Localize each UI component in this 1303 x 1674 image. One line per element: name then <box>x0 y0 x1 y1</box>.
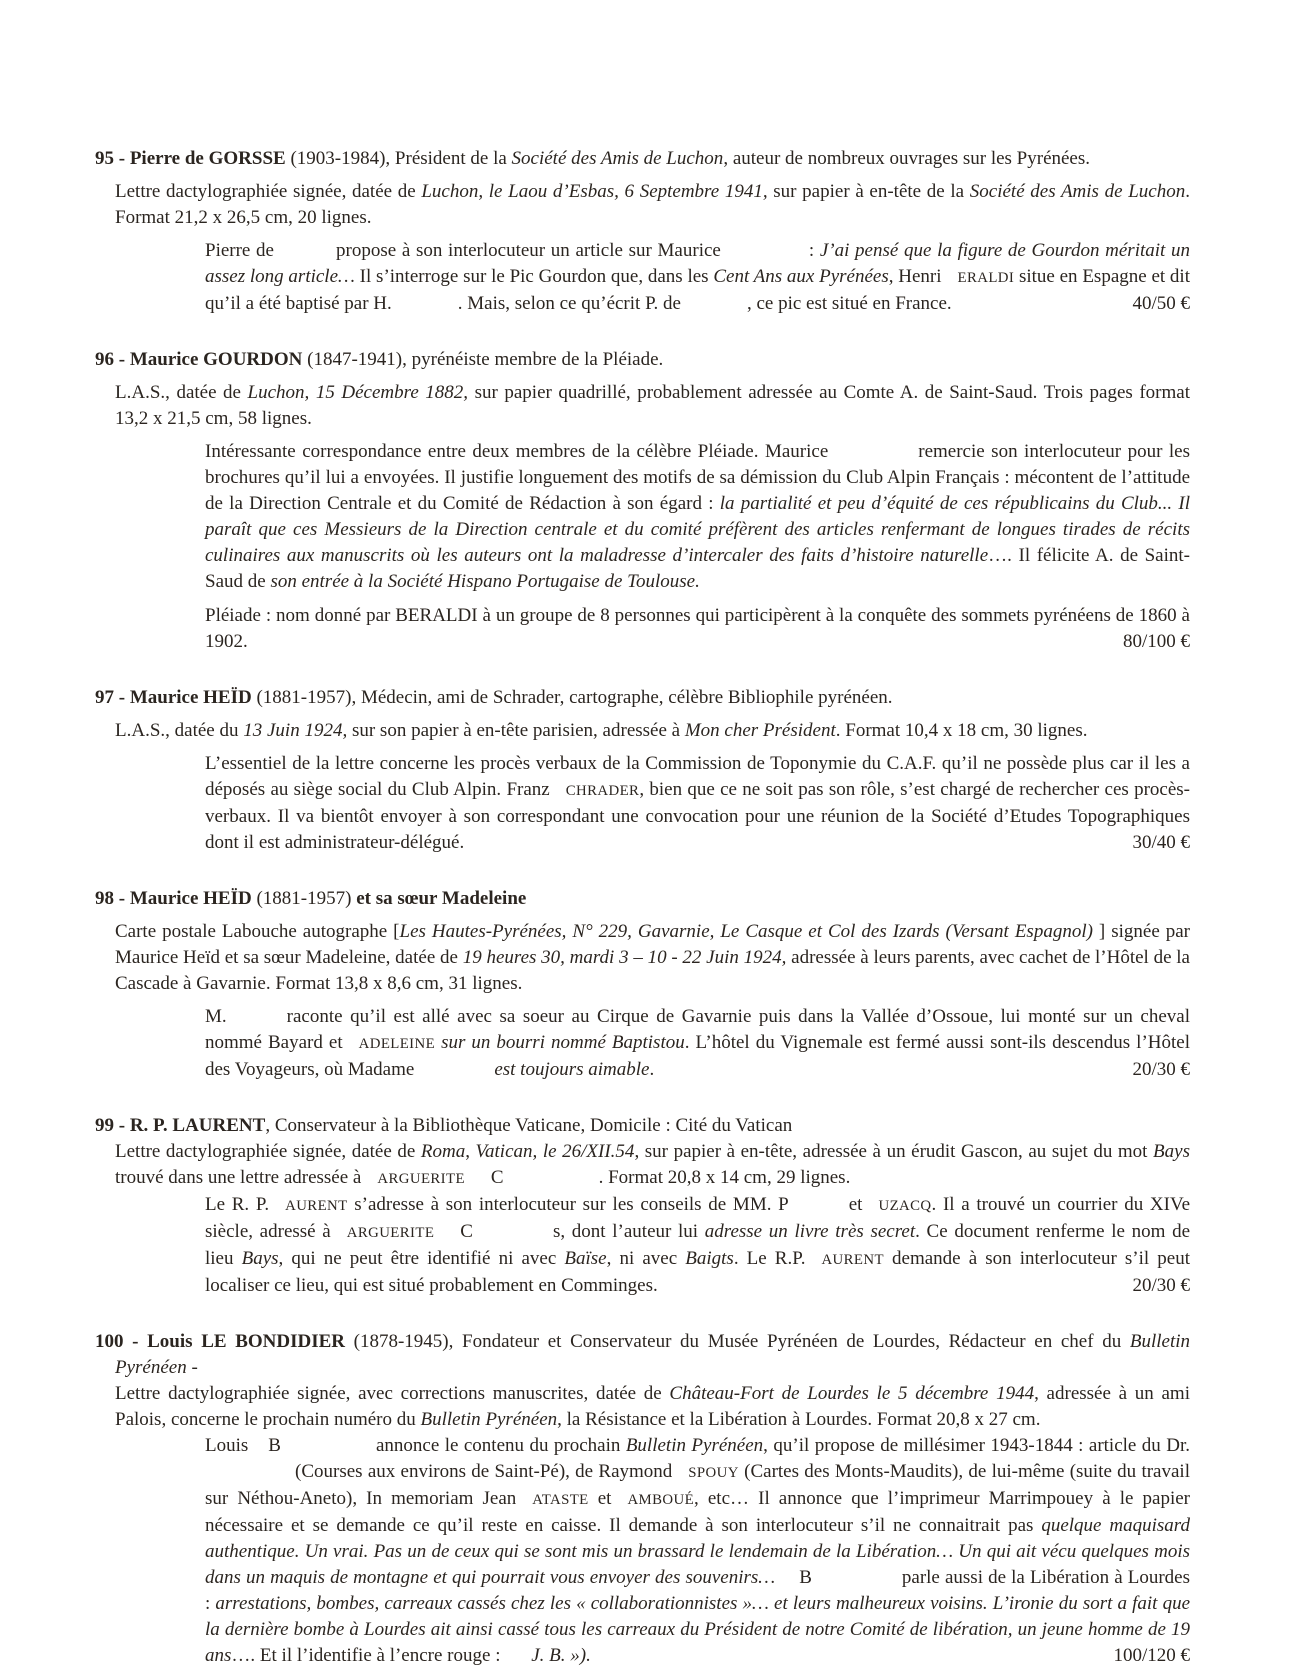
text-run: . Mais, selon ce qu’écrit P. de <box>457 293 681 314</box>
text-run: 95 - Pierre de GORSSE <box>95 148 291 169</box>
text-run: : <box>808 240 820 261</box>
lot-item-99 <box>95 1113 1190 1299</box>
text-run: Lettre dactylographiée signée, avec corrections manuscrites, datée de <box>115 1383 670 1404</box>
redacted-name-gap <box>343 1047 359 1048</box>
price-estimate: 20/30 € <box>1132 1275 1190 1296</box>
text-run: . L’hôtel du Vignemale est fermé aussi sont-ils descendus l’Hôtel des Voyageurs, où Madame <box>205 1032 1190 1080</box>
text-run: Château-Fort de Lourdes le 5 décembre 1944 <box>669 1383 1035 1404</box>
text-run: . Format 20,8 x 14 cm, 29 lignes. <box>598 1167 851 1188</box>
text-run: , Henri <box>888 266 942 287</box>
text-run: ARGUERITE <box>377 1171 465 1187</box>
text-run: et <box>848 1194 863 1215</box>
lot-list <box>95 146 1190 1674</box>
text-run: . <box>649 1059 655 1080</box>
text-run: demande à son interlocuteur s’il peut localiser ce lieu, qui est situé probablement en Comminges. <box>205 1248 1190 1296</box>
price-estimate: 30/40 € <box>1132 832 1190 853</box>
price-estimate: 100/120 € <box>1113 1645 1190 1666</box>
text-run: . Le R.P. <box>733 1248 806 1269</box>
lot-description <box>95 919 1190 997</box>
text-run: et <box>588 1488 612 1509</box>
text-run: Carte postale Labouche autographe [ <box>115 921 400 942</box>
text-run: Bays <box>1153 1141 1190 1162</box>
lot-description <box>95 1139 1190 1192</box>
lot-commentary <box>95 1004 1190 1083</box>
lot-description <box>95 718 1190 744</box>
redacted-name-gap <box>473 1236 553 1237</box>
text-run: Bays <box>241 1248 279 1269</box>
redacted-name-gap <box>269 1209 285 1210</box>
text-run: s, dont l’auteur lui <box>552 1221 705 1242</box>
text-run: 13 Juin 1924, <box>243 720 348 741</box>
redacted-name-gap <box>812 1582 902 1583</box>
text-run: 100 - Louis LE BONDIDIER <box>95 1331 354 1352</box>
text-run: , sur papier à en-tête, adressée à un érudit Gascon, au sujet du mot <box>634 1141 1154 1162</box>
redacted-name-gap <box>805 1263 821 1264</box>
text-run: et sa sœur Madeleine <box>356 888 527 909</box>
redacted-name-gap <box>274 255 336 256</box>
text-run: C <box>460 1221 473 1242</box>
redacted-name-gap <box>248 1450 268 1451</box>
text-run: situe en Espagne et dit qu’il a été baptisé par H. <box>205 266 1190 314</box>
lot-description <box>95 380 1190 432</box>
text-run: J’ai pensé que la figure de Gourdon méritait un assez long article… <box>205 240 1190 287</box>
text-run: L’essentiel de la lettre concerne les procès verbaux de la Commission de Toponymie du C.A.F. qu’il ne possède plus car il les a déposés au siège social du Club Alpin. Franz <box>205 753 1190 800</box>
text-run: (Cartes des Monts-Maudits), de lui-même (suite du travail sur Néthou-Aneto), In memoriam Jean <box>205 1461 1190 1509</box>
text-run: , Conservateur à la Bibliothèque Vaticane, Domicile : Cité du Vatican <box>265 1115 793 1136</box>
text-run: (1881-1957) <box>256 888 357 909</box>
text-run: Baïse <box>564 1248 607 1269</box>
price-estimate: 20/30 € <box>1132 1059 1190 1080</box>
lot-item-100 <box>95 1329 1190 1669</box>
text-run: . Format 10,4 x 18 cm, 30 lignes. <box>835 720 1088 741</box>
text-run: Pierre de <box>205 240 274 261</box>
text-run: (Courses aux environs de Saint-Pé), de Raymond <box>295 1461 673 1482</box>
lot-heading <box>95 1113 1190 1139</box>
text-run: L.A.S., datée du <box>115 720 244 741</box>
redacted-name-gap <box>227 1021 287 1022</box>
text-run: , la Résistance et la Libération à Lourdes. Format 20,8 x 27 cm. <box>557 1409 1041 1430</box>
text-run: - <box>186 1357 198 1378</box>
text-run: AURENT <box>285 1198 348 1214</box>
lot-item-95 <box>95 146 1190 317</box>
text-run: arrestations, bombes, carreaux cassés chez les « collaborationnistes »… et leurs malheureux voisins. L’ironie du sort a fait que la dernière bombe à Lourdes ait ainsi cassé tous les carreaux du Président de notre Comité de libération, un jeune homme de 19 ans <box>205 1593 1190 1666</box>
text-run: (1878-1945), Fondateur et Conservateur du Musée Pyrénéen de Lourdes, Rédacteur en chef du <box>353 1331 1130 1352</box>
redacted-name-gap <box>414 1074 494 1075</box>
lot-heading <box>95 1329 1190 1381</box>
redacted-name-gap <box>942 281 958 282</box>
text-run: B <box>268 1435 281 1456</box>
text-run: Intéressante correspondance entre deux membres de la célèbre Pléiade. Maurice <box>205 441 829 462</box>
text-run: M. <box>205 1006 227 1027</box>
text-run: 96 - Maurice GOURDON <box>95 349 308 370</box>
text-run: , ce pic est situé en France. <box>746 293 952 314</box>
text-run: (1847-1941), pyrénéiste membre de la Pléiade. <box>307 349 664 370</box>
text-run: , ni avec <box>606 1248 686 1269</box>
redacted-name-gap <box>465 1182 491 1183</box>
redacted-name-gap <box>361 1182 377 1183</box>
text-run: (1903-1984), Président de la <box>290 148 512 169</box>
price-estimate: 80/100 € <box>1122 631 1190 652</box>
text-run: , bien que ce ne soit pas son rôle, s’est chargé de rechercher ces procès-verbaux. Il va bientôt envoyer à son correspondant une convocation pour une réunion de la Société d’Etudes Topographiques dont il est administrateur-délégué. <box>205 779 1190 853</box>
text-run: Luchon, le Laou d’Esbas, 6 Septembre 1941, <box>421 181 768 202</box>
text-run: Le R. P. <box>205 1194 270 1215</box>
text-run: Baigts <box>685 1248 734 1269</box>
text-run: sur un bourri nommé Baptistou <box>441 1032 685 1053</box>
text-run: adressée à leurs parents, avec cachet de l’Hôtel de la Cascade à Gavarnie. Format 13,8 x 8,6 cm, 31 lignes. <box>115 947 1190 994</box>
text-run: (1881-1957), Médecin, ami de Schrader, cartographe, célèbre Bibliophile pyrénéen. <box>256 687 893 708</box>
redacted-name-gap <box>505 1660 531 1661</box>
price-estimate: 40/50 € <box>1132 293 1190 314</box>
text-run: Louis <box>205 1435 249 1456</box>
lot-commentary <box>95 751 1190 856</box>
lot-description <box>95 179 1190 231</box>
text-run: ARGUERITE <box>346 1225 435 1241</box>
lot-item-98 <box>95 886 1190 1083</box>
lot-commentary <box>95 439 1190 595</box>
text-run: Lettre dactylographiée signée, datée de <box>115 181 422 202</box>
redacted-name-gap <box>331 1236 347 1237</box>
redacted-name-gap <box>550 794 566 795</box>
redacted-name-gap <box>611 1503 627 1504</box>
text-run: , <box>465 1141 476 1162</box>
text-run: Bulletin Pyrénéen <box>625 1435 764 1456</box>
redacted-name-gap <box>862 1209 878 1210</box>
redacted-name-gap <box>775 1582 799 1583</box>
text-run: B <box>799 1567 812 1588</box>
text-run: AURENT <box>821 1252 884 1268</box>
text-run: la partialité et peu d’équité de ces républicains du Club... Il paraît que ces Messieurs de la Direction centrale et du comité préfèrent des articles renfermant de longues tirades de récits culinaires aux manuscrits où les auteurs ont la maladresse d’intercaler des faits d’histoire naturelle <box>205 493 1191 566</box>
lot-heading <box>95 685 1190 711</box>
lot-commentary <box>95 1192 1190 1299</box>
text-run: L.A.S., datée de <box>115 382 248 403</box>
lot-heading <box>95 886 1190 912</box>
lot-item-97 <box>95 685 1190 856</box>
text-run: , etc… Il annonce que l’imprimeur Marrimpouey à le papier nécessaire et se demande ce qu’il reste en caisse. Il demande à son interlocuteur s’il ne connaitrait pas <box>205 1488 1190 1536</box>
text-run: SPOUY <box>688 1465 739 1481</box>
text-run: propose à son interlocuteur un article sur Maurice <box>336 240 721 261</box>
text-run: UZACQ <box>878 1198 932 1214</box>
text-run: sur papier quadrillé, probablement adressée au Comte A. de Saint-Saud. Trois pages format 13,2 x 21,5 cm, 58 lignes. <box>115 382 1190 429</box>
text-run: parle aussi de la Libération à Lourdes : <box>205 1567 1190 1614</box>
redacted-name-gap <box>516 1503 532 1504</box>
text-run: adresse un livre très secret <box>704 1221 916 1242</box>
lot-commentary <box>95 1433 1190 1669</box>
lot-description <box>95 1381 1190 1433</box>
text-run: Roma <box>420 1141 466 1162</box>
lot-heading <box>95 347 1190 373</box>
text-run: Il s’interroge sur le Pic Gourdon que, dans les <box>354 266 714 287</box>
redacted-name-gap <box>281 1450 376 1451</box>
text-run: . Il a trouvé un courrier du XIVe siècle, adressé à <box>205 1194 1190 1242</box>
text-run: Mon cher Président <box>684 720 836 741</box>
text-run: Pléiade : nom donné par BERALDI à un groupe de 8 personnes qui participèrent à la conquête des sommets pyrénéens de 1860 à 1902. <box>205 605 1190 652</box>
text-run: ] signée par Maurice Heïd et sa sœur Madeleine, datée de <box>115 921 1190 968</box>
text-run: 19 heures 30, mardi 3 – 10 - 22 Juin 1924, <box>462 947 787 968</box>
redacted-name-gap <box>504 1182 599 1183</box>
text-run: Les Hautes-Pyrénées, N° 229, Gavarnie, Le Casque et Col des Izards (Versant Espagnol) <box>399 921 1093 942</box>
redacted-name-gap <box>789 1209 849 1210</box>
redacted-name-gap <box>434 1236 460 1237</box>
text-run: Bulletin Pyrénéen <box>420 1409 558 1430</box>
lot-heading <box>95 146 1190 172</box>
text-run: 97 - Maurice HEÏD <box>95 687 257 708</box>
lot-commentary <box>95 238 1190 317</box>
lot-commentary <box>95 603 1190 655</box>
text-run: ADELEINE <box>358 1036 436 1052</box>
text-run: annonce le contenu du prochain <box>375 1435 626 1456</box>
text-run: remercie son interlocuteur pour les brochures qu’il lui a envoyées. Il justifie longuement des motifs de sa démission du Club Alpin Français : mécontent de l’attitude de la Direction Centrale et du Comité de Rédaction à son égard : <box>205 441 1190 514</box>
lot-item-96 <box>95 347 1190 655</box>
text-run: AMBOUÉ <box>627 1492 695 1508</box>
text-run: Lettre dactylographiée signée, datée de <box>115 1141 421 1162</box>
text-run: est toujours aimable <box>494 1059 650 1080</box>
text-run: ERALDI <box>957 270 1015 286</box>
text-run: son entrée à la Société Hispano Portugaise de Toulouse. <box>270 571 700 592</box>
text-run: C <box>490 1167 504 1188</box>
text-run: …. Et il l’identifie à l’encre rouge : <box>231 1645 506 1666</box>
text-run: . Ce document renferme le nom de lieu <box>205 1221 1191 1269</box>
text-run: CHRADER <box>565 783 640 799</box>
text-run: …. Il félicite A. de Saint-Saud de <box>205 545 1190 592</box>
text-run: sur son papier à en-tête parisien, adressée à <box>347 720 685 741</box>
text-run: raconte qu’il est allé avec sa soeur au Cirque de Gavarnie puis dans la Vallée d’Ossoue, lui monté sur un cheval nommé Bayard et <box>205 1006 1190 1053</box>
text-run: ATASTE <box>532 1492 589 1508</box>
text-run: Société des Amis de Luchon <box>969 181 1186 202</box>
text-run: sur papier à en-tête de la <box>767 181 970 202</box>
redacted-name-gap <box>672 1476 688 1477</box>
text-run: , auteur de nombreux ouvrages sur les Pyrénées. <box>723 148 1091 169</box>
text-run: Bulletin Pyrénéen <box>115 1331 1190 1378</box>
text-run: Cent Ans aux Pyrénées <box>713 266 889 287</box>
text-run: 98 - Maurice HEÏD <box>95 888 257 909</box>
text-run: , qui ne peut être identifié ni avec <box>278 1248 565 1269</box>
redacted-name-gap <box>681 308 747 309</box>
text-run: Société des Amis de Luchon <box>511 148 724 169</box>
text-run: . Format 21,2 x 26,5 cm, 20 lignes. <box>115 181 1190 228</box>
redacted-name-gap <box>392 308 458 309</box>
text-run: quelque maquisard authentique. Un vrai. Pas un de ceux qui se sont mis un brassard le lendemain de la Libération… Un qui ait vécu quelques mois dans un maquis de montagne et qui pourrait vous envoyer des souvenirs… <box>205 1515 1190 1588</box>
text-run: trouvé dans une lettre adressée à <box>115 1167 362 1188</box>
text-run: , adressée à un ami Palois, concerne le prochain numéro du <box>115 1383 1190 1430</box>
redacted-name-gap <box>828 456 918 457</box>
text-run: Vatican, le 26/XII.54 <box>475 1141 635 1162</box>
redacted-name-gap <box>721 255 809 256</box>
text-run: s’adresse à son interlocuteur sur les conseils de MM. P <box>347 1194 789 1215</box>
text-run: Luchon, 15 Décembre 1882, <box>247 382 469 403</box>
text-run: J. B. »). <box>531 1645 591 1666</box>
text-run: 99 - R. P. LAURENT <box>95 1115 266 1136</box>
text-run: , qu’il propose de millésimer 1943-1844 : article du Dr. <box>763 1435 1190 1456</box>
redacted-name-gap <box>205 1476 295 1477</box>
